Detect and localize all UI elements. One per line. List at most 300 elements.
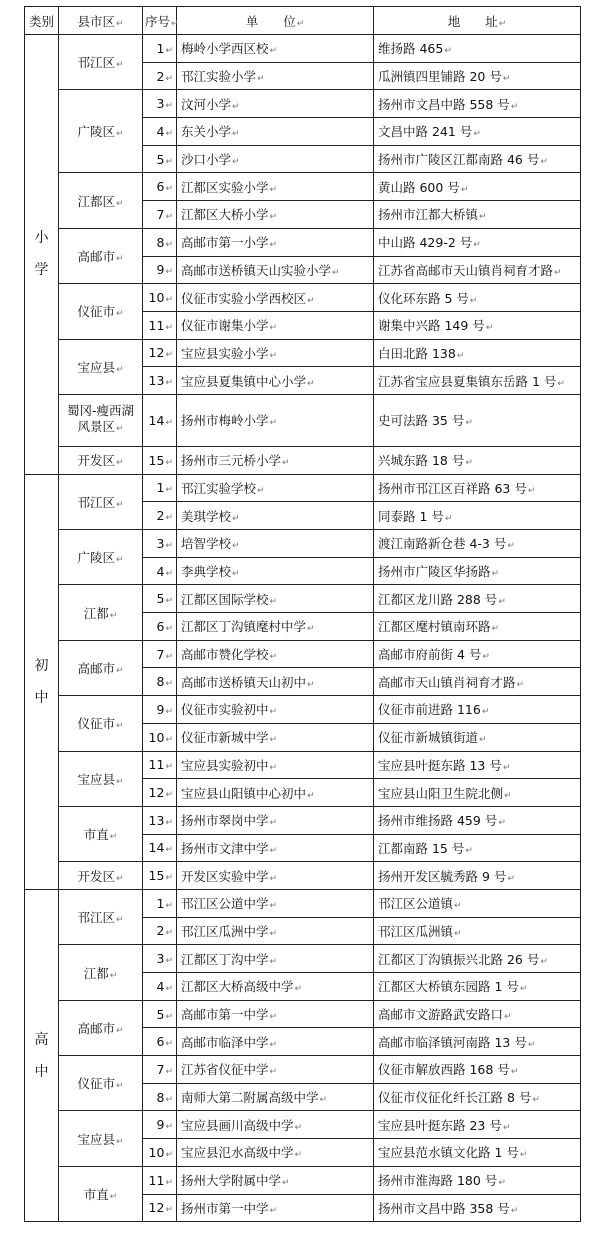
cell-text: 江都区麾村镇南环路 [378,619,491,635]
paragraph-mark: ↵ [165,762,173,773]
unit-cell [177,751,374,779]
address-cell [374,751,581,779]
address-cell [374,90,581,118]
table-row [25,696,581,724]
district-cell [59,90,143,173]
seq-cell [143,668,177,696]
district-cell [59,228,143,283]
seq-cell [143,945,177,973]
district-cell [59,862,143,890]
table-row [25,35,581,63]
cell-text: 宝应县叶挺东路 13 号 [378,757,502,773]
cell-text: 高邮市送桥镇天山实验小学 [181,262,332,278]
address-cell [374,1194,581,1222]
unit-cell [177,228,374,256]
cell-text: 仪征市实验初中 [181,702,269,718]
header-category: 类别 [25,7,59,35]
paragraph-mark: ↵ [269,901,278,912]
paragraph-mark: ↵ [257,74,265,85]
cell-text: 扬州市淮海路 180 号 [378,1173,498,1189]
paragraph-mark: ↵ [232,129,240,140]
cell-text: 3 [156,951,165,967]
cell-text: 蜀冈-瘦西湖风景区 [66,403,134,435]
cell-text: 江苏省仪征中学 [181,1062,269,1078]
district-cell [59,1000,143,1055]
cell-text: 1 [156,480,165,496]
paragraph-mark: ↵ [502,762,511,773]
paragraph-mark: ↵ [269,1039,278,1050]
paragraph-mark: ↵ [507,873,515,884]
seq-cell [143,173,177,201]
cell-text: 宝应县实验初中 [181,757,269,773]
cell-text: 江都 [83,605,109,621]
district-cell [59,640,143,695]
cell-text: 仪征市仪征化纤长江路 8 号 [378,1090,532,1106]
table-row [25,585,581,613]
cell-text: 1 [156,895,165,911]
seq-cell [143,1166,177,1194]
cell-text: 宝应县 [77,1131,115,1147]
table-row [25,173,581,201]
seq-cell [143,394,177,446]
cell-text: 广陵区 [77,550,115,566]
cell-text: 15 [148,868,165,884]
address-cell [374,640,581,668]
paragraph-mark: ↵ [516,679,525,690]
cell-text: 3 [156,96,165,112]
district-cell [59,446,143,474]
school-address-table [24,6,581,1222]
seq-cell [143,834,177,862]
seq-cell [143,446,177,474]
address-cell [374,474,581,502]
cell-text: 江都区大桥镇东园路 1 号 [378,979,519,995]
seq-cell [143,118,177,146]
cell-text: 8 [156,234,165,250]
cell-text: 宝应县 [77,359,115,375]
paragraph-mark: ↵ [165,956,173,967]
unit-cell [177,862,374,890]
unit-cell [177,173,374,201]
paragraph-mark: ↵ [498,1178,506,1189]
seq-cell [143,1083,177,1111]
address-cell [374,585,581,613]
cell-text: 1 [156,40,165,56]
cell-text: 宝应县叶挺东路 23 号 [378,1117,502,1133]
district-cell [59,474,143,529]
cell-text: 江都区丁沟镇麾村中学 [181,619,307,635]
cell-text: 2 [156,508,165,524]
paragraph-mark: ↵ [294,984,303,995]
table-row [25,806,581,834]
cell-text: 扬州市梅岭小学 [181,413,269,429]
paragraph-mark: ↵ [527,1039,536,1050]
paragraph-mark: ↵ [165,1122,173,1133]
cell-text: 13 [148,373,165,389]
paragraph-mark: ↵ [165,485,173,496]
seq-cell [143,973,177,1001]
cell-text: 江都区丁沟中学 [181,951,269,967]
table-row [25,889,581,917]
cell-text: 5 [156,151,165,167]
unit-cell [177,1056,374,1084]
paragraph-mark: ↵ [269,240,278,251]
address-cell [374,145,581,173]
category-cell [25,889,59,1221]
paragraph-mark: ↵ [115,1025,124,1036]
cell-text: 10 [148,290,165,306]
unit-cell [177,834,374,862]
unit-cell [177,1083,374,1111]
unit-cell [177,1139,374,1167]
paragraph-mark: ↵ [165,322,173,333]
paragraph-mark: ↵ [444,513,453,524]
paragraph-mark: ↵ [491,569,500,580]
seq-cell [143,1194,177,1222]
unit-cell [177,557,374,585]
paragraph-mark: ↵ [307,790,315,801]
table-row [25,284,581,312]
address-cell [374,1000,581,1028]
cell-text: 江都区大桥高级中学 [181,979,294,995]
cell-text: 渡江南路新仓巷 4-3 号 [378,536,507,552]
paragraph-mark: ↵ [165,156,173,167]
category-cell [25,35,59,475]
paragraph-mark: ↵ [165,1177,173,1188]
paragraph-mark: ↵ [540,956,548,967]
paragraph-mark: ↵ [115,60,124,71]
paragraph-mark: ↵ [269,350,278,361]
category-label: 高 中 [34,1031,49,1080]
district-cell [59,1111,143,1166]
paragraph-mark: ↵ [498,596,506,607]
paragraph-mark: ↵ [294,1122,303,1133]
cell-text: 2 [156,923,165,939]
unit-cell [177,1111,374,1139]
unit-cell [177,1166,374,1194]
paragraph-mark: ↵ [165,706,173,717]
district-cell [59,1166,143,1221]
paragraph-mark: ↵ [165,513,173,524]
seq-cell [143,862,177,890]
cell-text: 11 [148,757,165,773]
paragraph-mark: ↵ [269,735,278,746]
cell-text: 6 [156,618,165,634]
seq-cell [143,502,177,530]
district-cell [59,173,143,228]
cell-text: 6 [156,1034,165,1050]
paragraph-mark: ↵ [165,457,173,468]
header-district: 县市区↵ [59,7,143,35]
paragraph-mark: ↵ [482,652,490,663]
table-row [25,751,581,779]
cell-text: 市直 [83,827,109,843]
paragraph-mark: ↵ [454,928,462,939]
cell-text: 邗江实验学校 [181,480,257,496]
cell-text: 白田北路 138 [378,345,456,361]
paragraph-mark: ↵ [165,845,173,856]
paragraph-mark: ↵ [504,1012,512,1023]
cell-text: 同泰路 1 号 [378,508,444,524]
address-cell [374,228,581,256]
cell-text: 12 [148,785,165,801]
cell-text: 梅岭小学西区校 [181,41,269,57]
cell-text: 东关小学 [181,124,232,140]
cell-text: 黄山路 600 号 [378,179,460,195]
paragraph-mark: ↵ [109,610,118,621]
cell-text: 7 [156,646,165,662]
cell-text: 5 [156,1006,165,1022]
cell-text: 江都区国际学校 [181,591,269,607]
paragraph-mark: ↵ [115,555,124,566]
paragraph-mark: ↵ [491,624,500,635]
cell-text: 江都区丁沟镇振兴北路 26 号 [378,951,540,967]
cell-text: 13 [148,812,165,828]
cell-text: 扬州市广陵区华扬路 [378,564,491,580]
cell-text: 扬州市广陵区江都南路 46 号 [378,152,540,168]
cell-text: 邗江区公道镇 [378,896,454,912]
cell-text: 兴城东路 18 号 [378,453,465,469]
paragraph-mark: ↵ [307,295,315,306]
cell-text: 10 [148,1144,165,1160]
cell-text: 开发区 [77,868,115,884]
category-cell [25,474,59,889]
paragraph-mark: ↵ [269,956,278,967]
paragraph-mark: ↵ [165,928,173,939]
seq-cell [143,1139,177,1167]
paragraph-mark: ↵ [115,721,124,732]
paragraph-mark: ↵ [502,1122,511,1133]
unit-cell [177,367,374,395]
paragraph-mark: ↵ [115,364,124,375]
cell-text: 8 [156,1089,165,1105]
paragraph-mark: ↵ [165,239,173,250]
district-cell [59,945,143,1000]
cell-text: 高邮市赞化学校 [181,647,269,663]
cell-text: 宝应县实验小学 [181,345,269,361]
cell-text: 高邮市送桥镇天山初中 [181,674,307,690]
paragraph-mark: ↵ [510,1205,519,1216]
paragraph-mark: ↵ [269,707,278,718]
cell-text: 5 [156,591,165,607]
cell-text: 邗江区 [77,55,115,71]
paragraph-mark: ↵ [473,240,481,251]
seq-cell [143,585,177,613]
table-row [25,446,581,474]
cell-text: 江苏省高邮市天山镇肖祠育才路 [378,262,554,278]
paragraph-mark: ↵ [115,665,124,676]
address-cell [374,367,581,395]
cell-text: 史可法路 35 号 [378,413,465,429]
paragraph-mark: ↵ [557,378,565,389]
paragraph-mark: ↵ [165,1066,173,1077]
cell-text: 扬州开发区毓秀路 9 号 [378,868,507,884]
paragraph-mark: ↵ [165,1205,173,1216]
address-cell [374,613,581,641]
paragraph-mark: ↵ [165,211,173,222]
paragraph-mark: ↵ [510,101,519,112]
paragraph-mark: ↵ [460,184,469,195]
table-header [25,7,581,35]
unit-cell [177,779,374,807]
paragraph-mark: ↵ [232,157,240,168]
seq-cell [143,256,177,284]
cell-text: 高邮市府前街 4 号 [378,647,482,663]
paragraph-mark: ↵ [532,1095,540,1106]
seq-cell [143,806,177,834]
category-label: 小 学 [34,230,49,279]
cell-text: 7 [156,1061,165,1077]
cell-text: 14 [148,840,165,856]
cell-text: 扬州市翠岗中学 [181,813,269,829]
unit-cell [177,696,374,724]
paragraph-mark: ↵ [332,267,340,278]
unit-cell [177,35,374,63]
unit-cell [177,973,374,1001]
paragraph-mark: ↵ [479,735,487,746]
address-cell [374,1111,581,1139]
header-address: 地 址↵ [374,7,581,35]
seq-cell [143,613,177,641]
paragraph-mark: ↵ [307,624,315,635]
paragraph-mark: ↵ [115,129,124,140]
cell-text: 8 [156,674,165,690]
paragraph-mark: ↵ [519,984,528,995]
paragraph-mark: ↵ [519,1150,528,1161]
cell-text: 高邮市临泽镇河南路 13 号 [378,1034,527,1050]
paragraph-mark: ↵ [473,129,481,140]
cell-text: 汶河小学 [181,96,232,112]
paragraph-mark: ↵ [109,832,118,843]
header-row [25,7,581,35]
address-cell [374,1056,581,1084]
unit-cell [177,502,374,530]
address-cell [374,339,581,367]
cell-text: 江都区 [77,193,115,209]
paragraph-mark: ↵ [115,873,124,884]
unit-cell [177,806,374,834]
unit-cell [177,62,374,90]
address-cell [374,284,581,312]
paragraph-mark: ↵ [165,1039,173,1050]
table-row [25,339,581,367]
cell-text: 扬州市三元桥小学 [181,453,282,469]
cell-text: 7 [156,206,165,222]
table-row [25,394,581,446]
paragraph-mark: ↵ [502,74,511,85]
cell-text: 仪征市前进路 116 [378,702,481,718]
unit-cell [177,90,374,118]
paragraph-mark: ↵ [269,184,278,195]
seq-cell [143,779,177,807]
cell-text: 高邮市天山镇肖祠育才路 [378,674,516,690]
cell-text: 12 [148,1200,165,1216]
paragraph-mark: ↵ [307,378,315,389]
cell-text: 邗江区瓜洲镇 [378,923,454,939]
cell-text: 仪征市谢集小学 [181,318,269,334]
cell-text: 4 [156,123,165,139]
unit-cell [177,917,374,945]
cell-text: 谢集中兴路 149 号 [378,318,485,334]
paragraph-mark: ↵ [165,1149,173,1160]
paragraph-mark: ↵ [481,707,490,718]
address-cell [374,945,581,973]
cell-text: 仪征市 [77,304,115,320]
cell-text: 扬州市邗江区百祥路 63 号 [378,480,527,496]
paragraph-mark: ↵ [115,424,124,435]
district-cell [59,530,143,585]
cell-text: 15 [148,452,165,468]
seq-cell [143,311,177,339]
cell-text: 开发区 [77,453,115,469]
paragraph-mark: ↵ [165,128,173,139]
seq-cell [143,1000,177,1028]
paragraph-mark: ↵ [444,46,452,57]
cell-text: 宝应县夏集镇中心小学 [181,373,307,389]
paragraph-mark: ↵ [269,845,278,856]
cell-text: 江苏省宝应县夏集镇东岳路 1 号 [378,373,557,389]
category-label: 初 中 [34,657,49,706]
address-cell [374,256,581,284]
district-cell [59,889,143,944]
paragraph-mark: ↵ [232,513,240,524]
cell-text: 宝应县山阳卫生院北侧 [378,785,504,801]
paragraph-mark: ↵ [165,983,173,994]
paragraph-mark: ↵ [282,458,290,469]
address-cell [374,1166,581,1194]
cell-text: 扬州大学附属中学 [181,1173,282,1189]
paragraph-mark: ↵ [115,1081,124,1092]
seq-cell [143,751,177,779]
cell-text: 邗江区 [77,494,115,510]
seq-cell [143,284,177,312]
paragraph-mark: ↵ [269,1012,278,1023]
table-row [25,1056,581,1084]
district-cell [59,696,143,751]
address-cell [374,502,581,530]
table-row [25,530,581,558]
table-row [25,862,581,890]
unit-cell [177,668,374,696]
cell-text: 江都区龙川路 288 号 [378,591,498,607]
cell-text: 宝应县山阳镇中心初中 [181,785,307,801]
paragraph-mark: ↵ [465,418,473,429]
cell-text: 4 [156,978,165,994]
unit-cell [177,474,374,502]
address-cell [374,696,581,724]
cell-text: 江都区大桥小学 [181,207,269,223]
cell-text: 扬州市文昌中路 358 号 [378,1200,510,1216]
table-row [25,1000,581,1028]
cell-text: 11 [148,1172,165,1188]
paragraph-mark: ↵ [527,485,536,496]
paragraph-mark: ↵ [269,46,278,57]
cell-text: 11 [148,317,165,333]
seq-cell [143,889,177,917]
paragraph-mark: ↵ [232,569,240,580]
paragraph-mark: ↵ [269,818,278,829]
paragraph-mark: ↵ [307,679,315,690]
address-cell [374,1028,581,1056]
header-seq: 序号↵ [143,7,177,35]
address-cell [374,668,581,696]
cell-text: 邗江区 [77,910,115,926]
unit-cell [177,1000,374,1028]
cell-text: 高邮市第一小学 [181,235,269,251]
paragraph-mark: ↵ [115,254,124,264]
seq-cell [143,90,177,118]
cell-text: 2 [156,68,165,84]
